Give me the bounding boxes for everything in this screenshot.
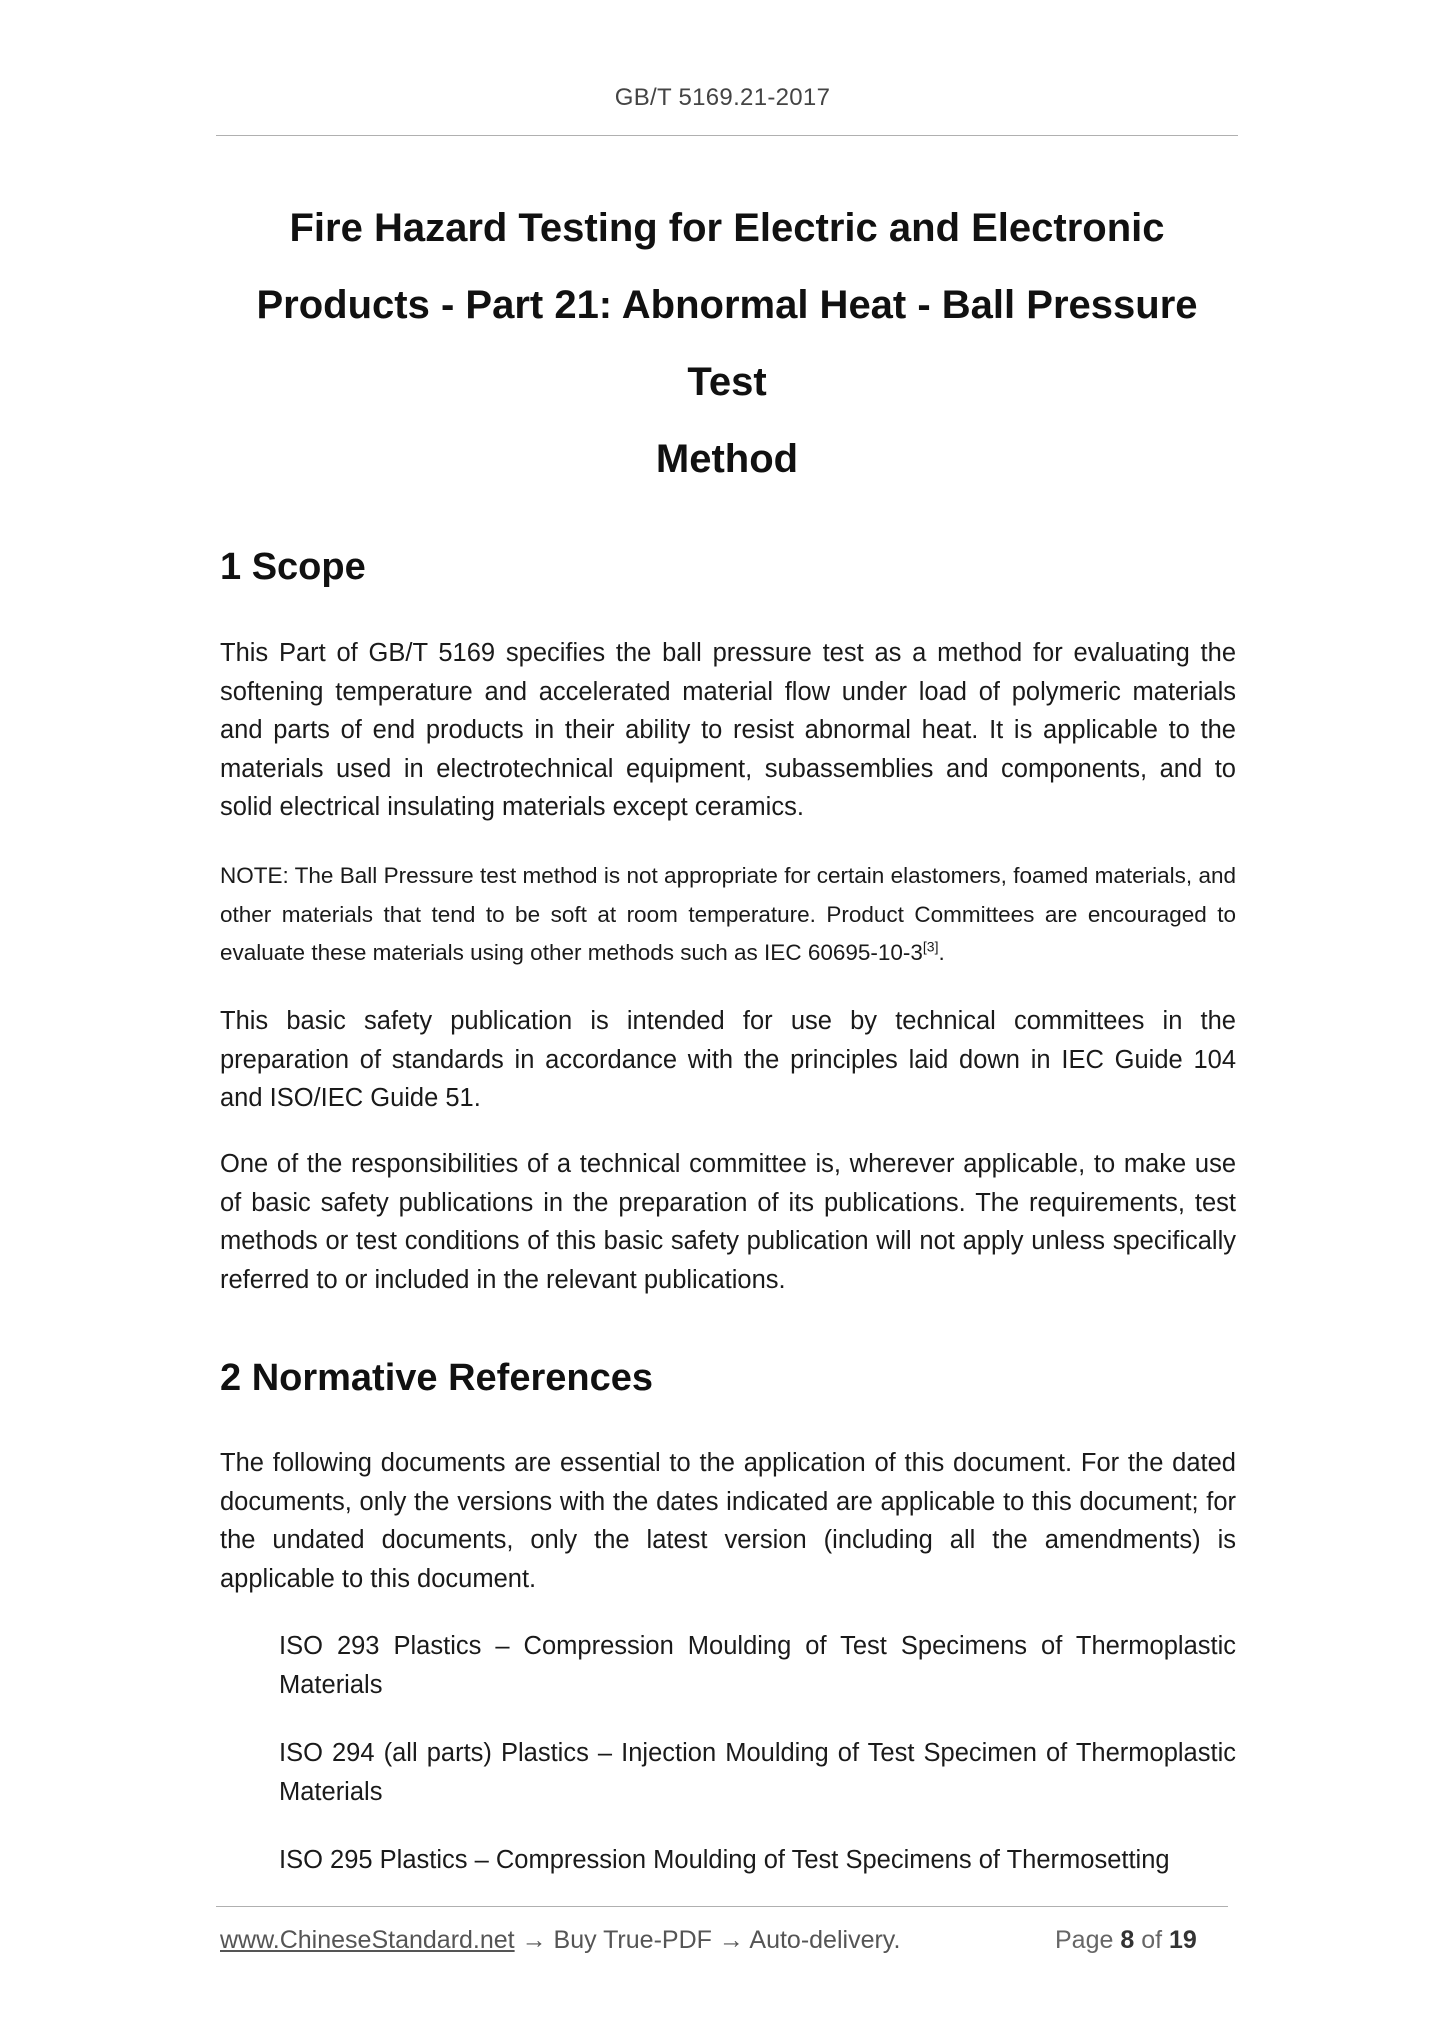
footer-promo-text: → Buy True-PDF → Auto-delivery. [514, 1926, 901, 1954]
scope-paragraph-3: One of the responsibilities of a technical committee is, wherever applicable, to make use of basic safety publications in the preparation of its publications. The requirements, test methods or test conditions of this basic safety publication will not apply unless specifically referred to or included in the relevant publications. [220, 1150, 1236, 1294]
title-line-1: Fire Hazard Testing for Electric and Electronic [289, 206, 1165, 250]
scope-paragraph-1: This Part of GB/T 5169 specifies the ball pressure test as a method for evaluating the softening temperature and accelerated material flow under load of polymeric materials and parts of end products in their ability to resist abnormal heat. It is applicable to the materials used in electrotechnical equipment, subassemblies and components, and to solid electrical insulating materials except ceramics. [220, 639, 1236, 821]
note-text: NOTE: The Ball Pressure test method is not appropriate for certain elastomers, foamed materials, and other materials that tend to be soft at room temperature. Product Committees are encouraged to evaluate these materials using other methods such as IEC 60695-10-3 [220, 863, 1236, 965]
page-number: 8 [1120, 1926, 1135, 1954]
title-line-2: Products - Part 21: Abnormal Heat - Ball Pressure Test [256, 283, 1198, 404]
footer-site-link[interactable]: www.ChineseStandard.net [220, 1926, 515, 1954]
footer-promo [220, 1926, 900, 1955]
scope-note [220, 857, 1236, 973]
document-title [216, 190, 1238, 498]
note-citation: [3] [922, 938, 939, 955]
header-doc-code: GB/T 5169.21-2017 [614, 84, 831, 111]
reference-item: ISO 295 Plastics – Compression Moulding of Test Specimens of Thermosetting [279, 1846, 1170, 1874]
page-total: 19 [1169, 1926, 1197, 1954]
page-of-label: of [1141, 1926, 1163, 1954]
note-end: . [938, 940, 945, 965]
reference-item: ISO 294 (all parts) Plastics – Injection Moulding of Test Specimen of Thermoplastic Materials [279, 1739, 1236, 1806]
page-indicator [1055, 1926, 1197, 1955]
section-2-heading: 2 Normative References [220, 1357, 653, 1399]
section-1-heading: 1 Scope [220, 546, 366, 588]
title-line-3: Method [655, 437, 799, 481]
footer-divider [216, 1906, 1228, 1907]
page-label: Page [1055, 1926, 1114, 1954]
references-intro-paragraph: The following documents are essential to the application of this document. For the dated documents, only the versions with the dates indicated are applicable to this document; for the undated documents, only the latest version (including all the amendments) is applicable to this document. [220, 1449, 1236, 1593]
header-divider [216, 135, 1238, 136]
scope-paragraph-2: This basic safety publication is intended for use by technical committees in the preparation of standards in accordance with the principles laid down in IEC Guide 104 and ISO/IEC Guide 51. [220, 1007, 1236, 1112]
reference-item: ISO 293 Plastics – Compression Moulding of Test Specimens of Thermoplastic Materials [279, 1632, 1236, 1699]
